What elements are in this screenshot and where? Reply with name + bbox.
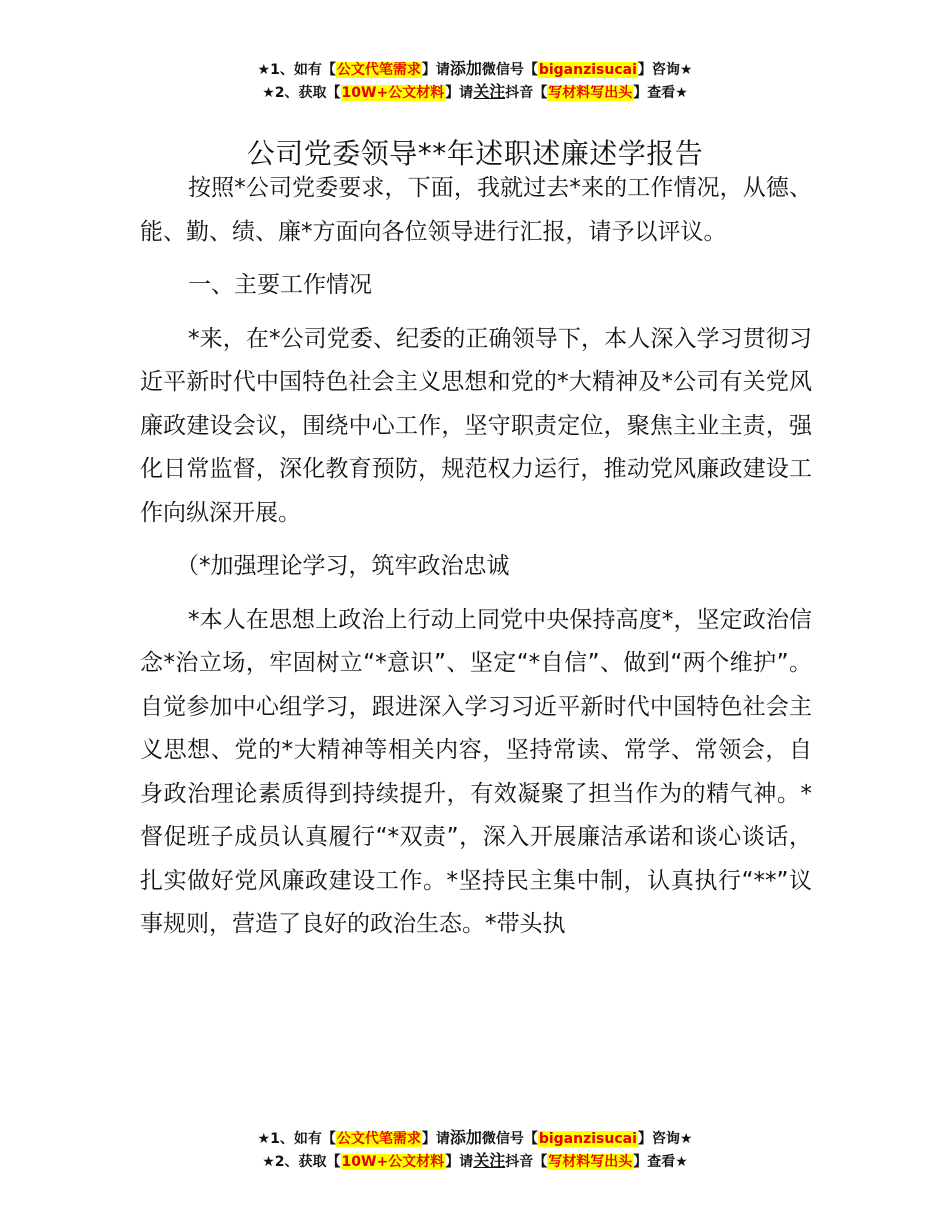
banner-highlight: 10W+公文材料	[341, 1154, 445, 1170]
document-title: 公司党委领导**年述职述廉述学报告	[246, 136, 704, 170]
banner-line-2	[0, 1150, 950, 1173]
banner-emphasis: 关注	[473, 82, 506, 101]
banner-emphasis: 添加	[449, 59, 482, 78]
banner-text: 】咨询★	[637, 1131, 693, 1147]
banner-text: 】查看★	[633, 1154, 688, 1170]
banner-emphasis: 关注	[473, 1151, 506, 1170]
banner-text: 微信号【	[481, 62, 538, 78]
subsection-paragraph: *本人在思想上政治上行动上同党中央保持高度*，坚定政治信念*治立场，牢固树立“*意识”、坚定“*自信”、做到“两个维护”。自觉参加中心组学习，跟进深入学习习近平新时代中国特色社会主义思想、党的*大精神等相关内容，坚持常读、常学、常领会，自身政治理论素质得到持续提升，有效凝聚了担当作为的精气神。*督促班子成员认真履行“*双责”，深入开展廉洁承诺和谈心谈话，扎实做好党风廉政建设工作。*坚持民主集中制，认真执行“**”议事规则，营造了良好的政治生态。*带头执	[140, 606, 812, 937]
document-body	[140, 167, 812, 957]
banner-highlight-wechat: biganzisucai	[538, 62, 637, 78]
banner-text: 】请	[421, 1131, 450, 1147]
banner-highlight: 10W+公文材料	[341, 85, 445, 101]
banner-line-2	[0, 81, 950, 104]
banner-emphasis: 添加	[449, 1128, 482, 1147]
banner-text: 微信号【	[481, 1131, 538, 1147]
banner-text: ★1、如有【	[257, 62, 336, 78]
intro-paragraph: 按照*公司党委要求，下面，我就过去*来的工作情况，从德、能、勤、绩、廉*方面向各位领导进行汇报，请予以评议。	[140, 175, 812, 245]
banner-line-1	[0, 1127, 950, 1150]
banner-line-1	[0, 58, 950, 81]
banner-text: 抖音【	[505, 1154, 548, 1170]
section-paragraph: *来，在*公司党委、纪委的正确领导下，本人深入学习贯彻习近平新时代中国特色社会主义思想和党的*大精神及*公司有关党风廉政建设会议，围绕中心工作，坚守职责定位，聚焦主业主责，强化日常监督，深化教育预防，规范权力运行，推动党风廉政建设工作向纵深开展。	[140, 325, 812, 526]
banner-highlight: 公文代笔需求	[336, 1131, 421, 1147]
banner-highlight-douyin: 写材料写出头	[548, 1154, 633, 1170]
banner-text: 】请	[445, 1154, 474, 1170]
banner-text: ★2、获取【	[262, 1154, 341, 1170]
banner-text: 】请	[421, 62, 450, 78]
header-banner	[0, 58, 950, 104]
subsection-heading: （*加强理论学习，筑牢政治忠诚	[176, 553, 510, 579]
banner-text: 】查看★	[633, 85, 688, 101]
banner-highlight: 公文代笔需求	[336, 62, 421, 78]
banner-highlight-wechat: biganzisucai	[538, 1131, 637, 1147]
banner-text: 】咨询★	[637, 62, 693, 78]
banner-text: ★1、如有【	[257, 1131, 336, 1147]
banner-text: ★2、获取【	[262, 85, 341, 101]
banner-highlight-douyin: 写材料写出头	[548, 85, 633, 101]
banner-text: 抖音【	[505, 85, 548, 101]
footer-banner	[0, 1127, 950, 1173]
banner-text: 】请	[445, 85, 474, 101]
section-heading: 一、主要工作情况	[188, 272, 372, 298]
